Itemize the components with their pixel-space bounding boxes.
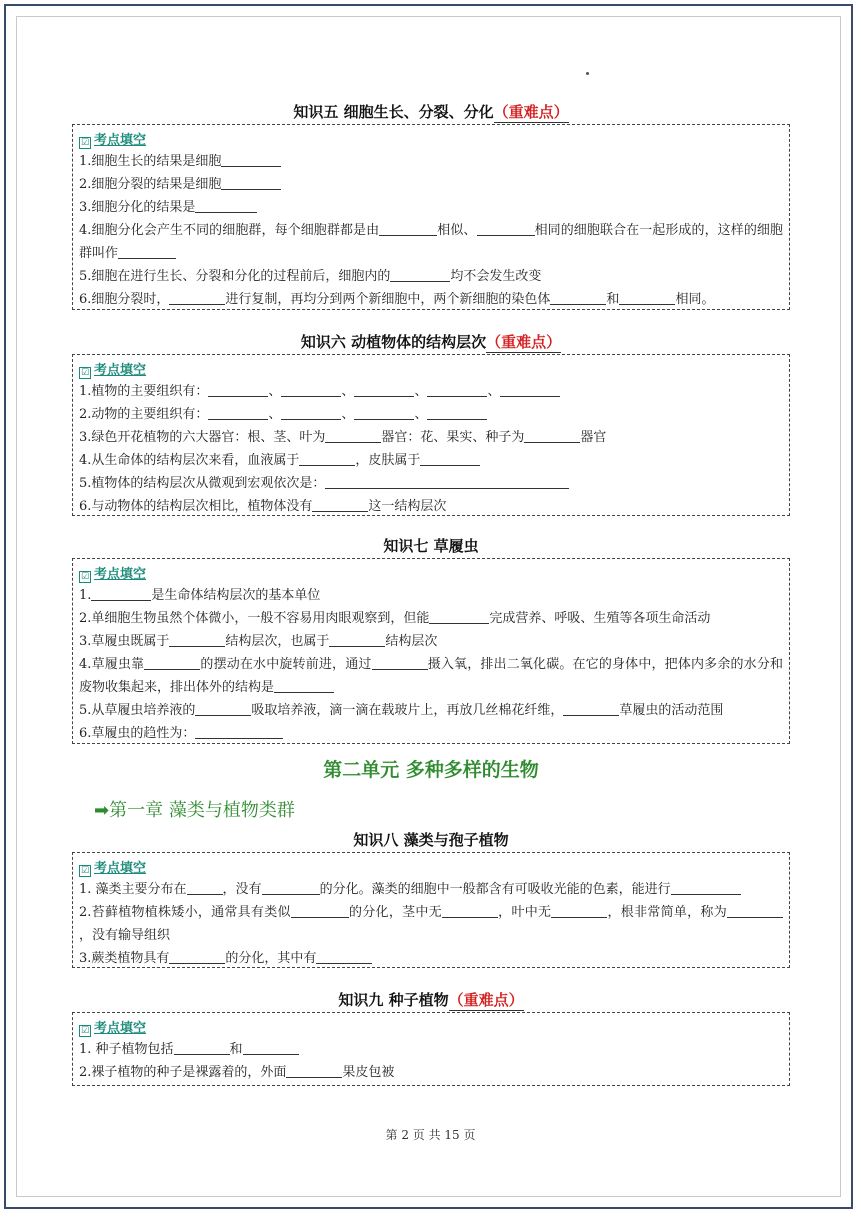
section-title-text: 知识六 动植物体的结构层次 [300,333,487,351]
question-text: 均不会发生改变 [450,269,542,284]
section-title-text: 知识七 草履虫 [383,537,479,555]
tag-label: 考点填空 [94,567,147,582]
answer-blank[interactable] [442,903,498,918]
question-text: 3.绿色开花植物的六大器官：根、茎、叶为 [79,430,326,445]
question-text: 结构层次 [385,634,438,649]
answer-blank[interactable] [221,175,281,190]
key-point-marker: （重难点） [493,103,569,121]
question-line [79,878,783,901]
tag-label: 考点填空 [94,133,147,148]
answer-blank[interactable] [312,497,368,512]
question-text: 和 [229,1042,243,1057]
question-line [79,150,783,173]
question-line [79,1061,783,1084]
question-line [79,1038,783,1061]
section-title-6 [72,330,790,354]
answer-blank[interactable] [354,382,414,397]
question-text: 3.细胞分化的结果是 [79,200,196,215]
question-text: 4.草履虫靠 [79,657,145,672]
question-text: 2.动物的主要组织有： [79,407,209,422]
answer-blank[interactable] [208,405,268,420]
tag-label: 考点填空 [94,1021,147,1036]
section-title-8 [72,828,790,852]
question-text: 进行复制，再均分到两个新细胞中，两个新细胞的染色体 [225,292,551,307]
question-text: 结构层次，也属于 [225,634,330,649]
answer-blank[interactable] [550,290,606,305]
answer-blank[interactable] [169,632,225,647]
answer-blank[interactable] [118,244,176,259]
question-text: 2.细胞分裂的结果是细胞 [79,177,222,192]
key-point-marker: （重难点） [486,333,562,351]
answer-blank[interactable] [262,880,320,895]
page-footer: 第 2 页 共 15 页 [385,1128,476,1142]
question-text: 的摆动在水中旋转前进，通过 [200,657,372,672]
section-title-text: 知识九 种子植物 [338,991,449,1009]
question-text: 草履虫的活动范围 [619,703,724,718]
question-line [79,288,783,311]
answer-blank[interactable] [372,655,428,670]
question-text: ，没有 [222,882,262,897]
unit-title: 第二单元 多种多样的生物 [323,759,539,781]
question-text: 的分化，其中有 [225,951,317,966]
question-text: 这一结构层次 [368,499,447,514]
checkbox-icon: ☑ [80,138,90,148]
answer-blank[interactable] [299,451,355,466]
question-text: 6.与动物体的结构层次相比，植物体没有 [79,499,313,514]
question-text: 1. 藻类主要分布在 [79,882,187,897]
question-text: 1. [79,588,92,603]
answer-blank[interactable] [174,1040,230,1055]
answer-blank[interactable] [195,724,283,739]
answer-blank[interactable] [187,880,223,895]
fill-in-box-8 [72,852,790,968]
answer-blank[interactable] [671,880,741,895]
answer-blank[interactable] [420,451,480,466]
section-title-7 [72,534,790,558]
answer-blank[interactable] [169,949,225,964]
answer-blank[interactable] [329,632,385,647]
answer-blank[interactable] [243,1040,299,1055]
question-text: 2.单细胞生物虽然个体微小，一般不容易用肉眼观察到，但能 [79,611,430,626]
question-line: 2.动物的主要组织有： 、 、 、 [79,403,783,426]
question-text: 相同。 [675,292,715,307]
answer-blank[interactable] [325,428,381,443]
answer-blank[interactable] [195,701,251,716]
fill-in-box-7 [72,558,790,744]
answer-blank[interactable] [144,655,200,670]
question-line [79,947,783,970]
question-text: 3.草履虫既属于 [79,634,170,649]
question-line [79,219,783,265]
question-line [79,449,783,472]
question-text: ，皮肤属于 [355,453,421,468]
answer-blank[interactable] [551,903,607,918]
question-line [79,495,783,518]
stray-dot [586,72,589,75]
answer-blank[interactable] [169,290,225,305]
question-text: 1.细胞生长的结果是细胞 [79,154,222,169]
question-line [79,901,783,947]
question-text: 器官 [580,430,607,445]
answer-blank[interactable] [221,152,281,167]
answer-blank[interactable] [427,405,487,420]
question-text: 1.植物的主要组织有： [79,384,209,399]
question-text: ，根非常简单，称为 [607,905,727,920]
question-line [79,173,783,196]
question-text: 摄入氧，排出二氧化碳。在它的身体中，把体内多余的水分和废物收集起来，排出体外的结构是 [79,657,783,695]
question-text: 器官：花、果实、种子为 [381,430,525,445]
question-line [79,265,783,288]
answer-blank[interactable] [208,382,268,397]
checkbox-icon: ☑ [80,1026,90,1036]
question-text: ，叶中无 [497,905,552,920]
section-title-text: 知识八 藻类与孢子植物 [353,831,509,849]
answer-blank[interactable] [316,949,372,964]
answer-blank[interactable] [286,1063,342,1078]
page-content [72,100,790,1086]
exam-point-tag [79,566,146,584]
question-text: 6.细胞分裂时， [79,292,170,307]
fill-in-box-9 [72,1012,790,1086]
fill-in-box-5 [72,124,790,310]
question-text: ，没有输导组织 [79,928,171,943]
question-text: 是生命体结构层次的基本单位 [151,588,321,603]
question-text: 2.苔藓植物植株矮小，通常具有类似 [79,905,291,920]
answer-blank[interactable] [274,678,334,693]
question-text: 完成营养、呼吸、生殖等各项生命活动 [489,611,711,626]
question-line [79,630,783,653]
key-point-marker: （重难点） [448,991,524,1009]
question-line [79,472,783,495]
tag-label: 考点填空 [94,363,147,378]
checkbox-icon: ☑ [80,866,90,876]
question-text: 相似、 [437,223,477,238]
exam-point-tag [79,362,146,380]
answer-blank[interactable] [727,903,783,918]
question-text: 的分化。藻类的细胞中一般都含有可吸收光能的色素，能进行 [319,882,671,897]
answer-blank[interactable] [500,382,560,397]
checkbox-icon: ☑ [80,572,90,582]
question-text: 3.蕨类植物具有 [79,951,170,966]
question-text: 1. 种子植物包括 [79,1042,174,1057]
question-text: 4.从生命体的结构层次来看，血液属于 [79,453,300,468]
question-line: 1.植物的主要组织有： 、 、 、 、 [79,380,783,403]
question-line [79,426,783,449]
question-text: 果皮包被 [342,1065,395,1080]
arrow-right-icon: ➡ [94,800,110,821]
answer-blank[interactable] [524,428,580,443]
question-text: 的分化，茎中无 [348,905,442,920]
answer-blank[interactable] [429,609,489,624]
question-line [79,722,783,745]
question-text: 5.植物体的结构层次从微观到宏观依次是： [79,476,326,491]
answer-blank[interactable] [281,382,341,397]
answer-blank[interactable] [291,903,349,918]
question-text: 2.裸子植物的种子是裸露着的，外面 [79,1065,287,1080]
answer-blank[interactable] [390,267,450,282]
answer-blank[interactable] [379,221,437,236]
checkbox-icon: ☑ [80,368,90,378]
answer-blank[interactable] [325,474,569,489]
answer-blank[interactable] [195,198,257,213]
answer-blank[interactable] [427,382,487,397]
question-text: 相同的细胞联合在一起形成的，这样的细胞群叫作 [79,223,783,261]
question-text: 6.草履虫的趋性为： [79,726,196,741]
tag-label: 考点填空 [94,861,147,876]
fill-in-box-6 [72,354,790,516]
question-text: 吸取培养液，滴一滴在载玻片上，再放几丝棉花纤维， [251,703,564,718]
answer-blank[interactable] [563,701,619,716]
answer-blank[interactable] [477,221,535,236]
chapter-title [72,794,790,828]
section-title-text: 知识五 细胞生长、分裂、分化 [293,103,494,121]
exam-point-tag [79,1020,146,1038]
question-line [79,196,783,219]
chapter-title-text: 第一章 藻类与植物类群 [109,800,295,821]
exam-point-tag [79,132,146,150]
exam-point-tag [79,860,146,878]
section-title-5 [72,100,790,124]
question-line [79,584,783,607]
answer-blank[interactable] [619,290,675,305]
question-line [79,699,783,722]
answer-blank[interactable] [91,586,151,601]
question-text: 和 [606,292,620,307]
answer-blank[interactable] [354,405,414,420]
question-text: 5.细胞在进行生长、分裂和分化的过程前后，细胞内的 [79,269,391,284]
question-text: 4.细胞分化会产生不同的细胞群，每个细胞群都是由 [79,223,380,238]
answer-blank[interactable] [281,405,341,420]
question-line [79,653,783,699]
section-title-9 [72,988,790,1012]
question-text: 5.从草履虫培养液的 [79,703,196,718]
question-line [79,607,783,630]
